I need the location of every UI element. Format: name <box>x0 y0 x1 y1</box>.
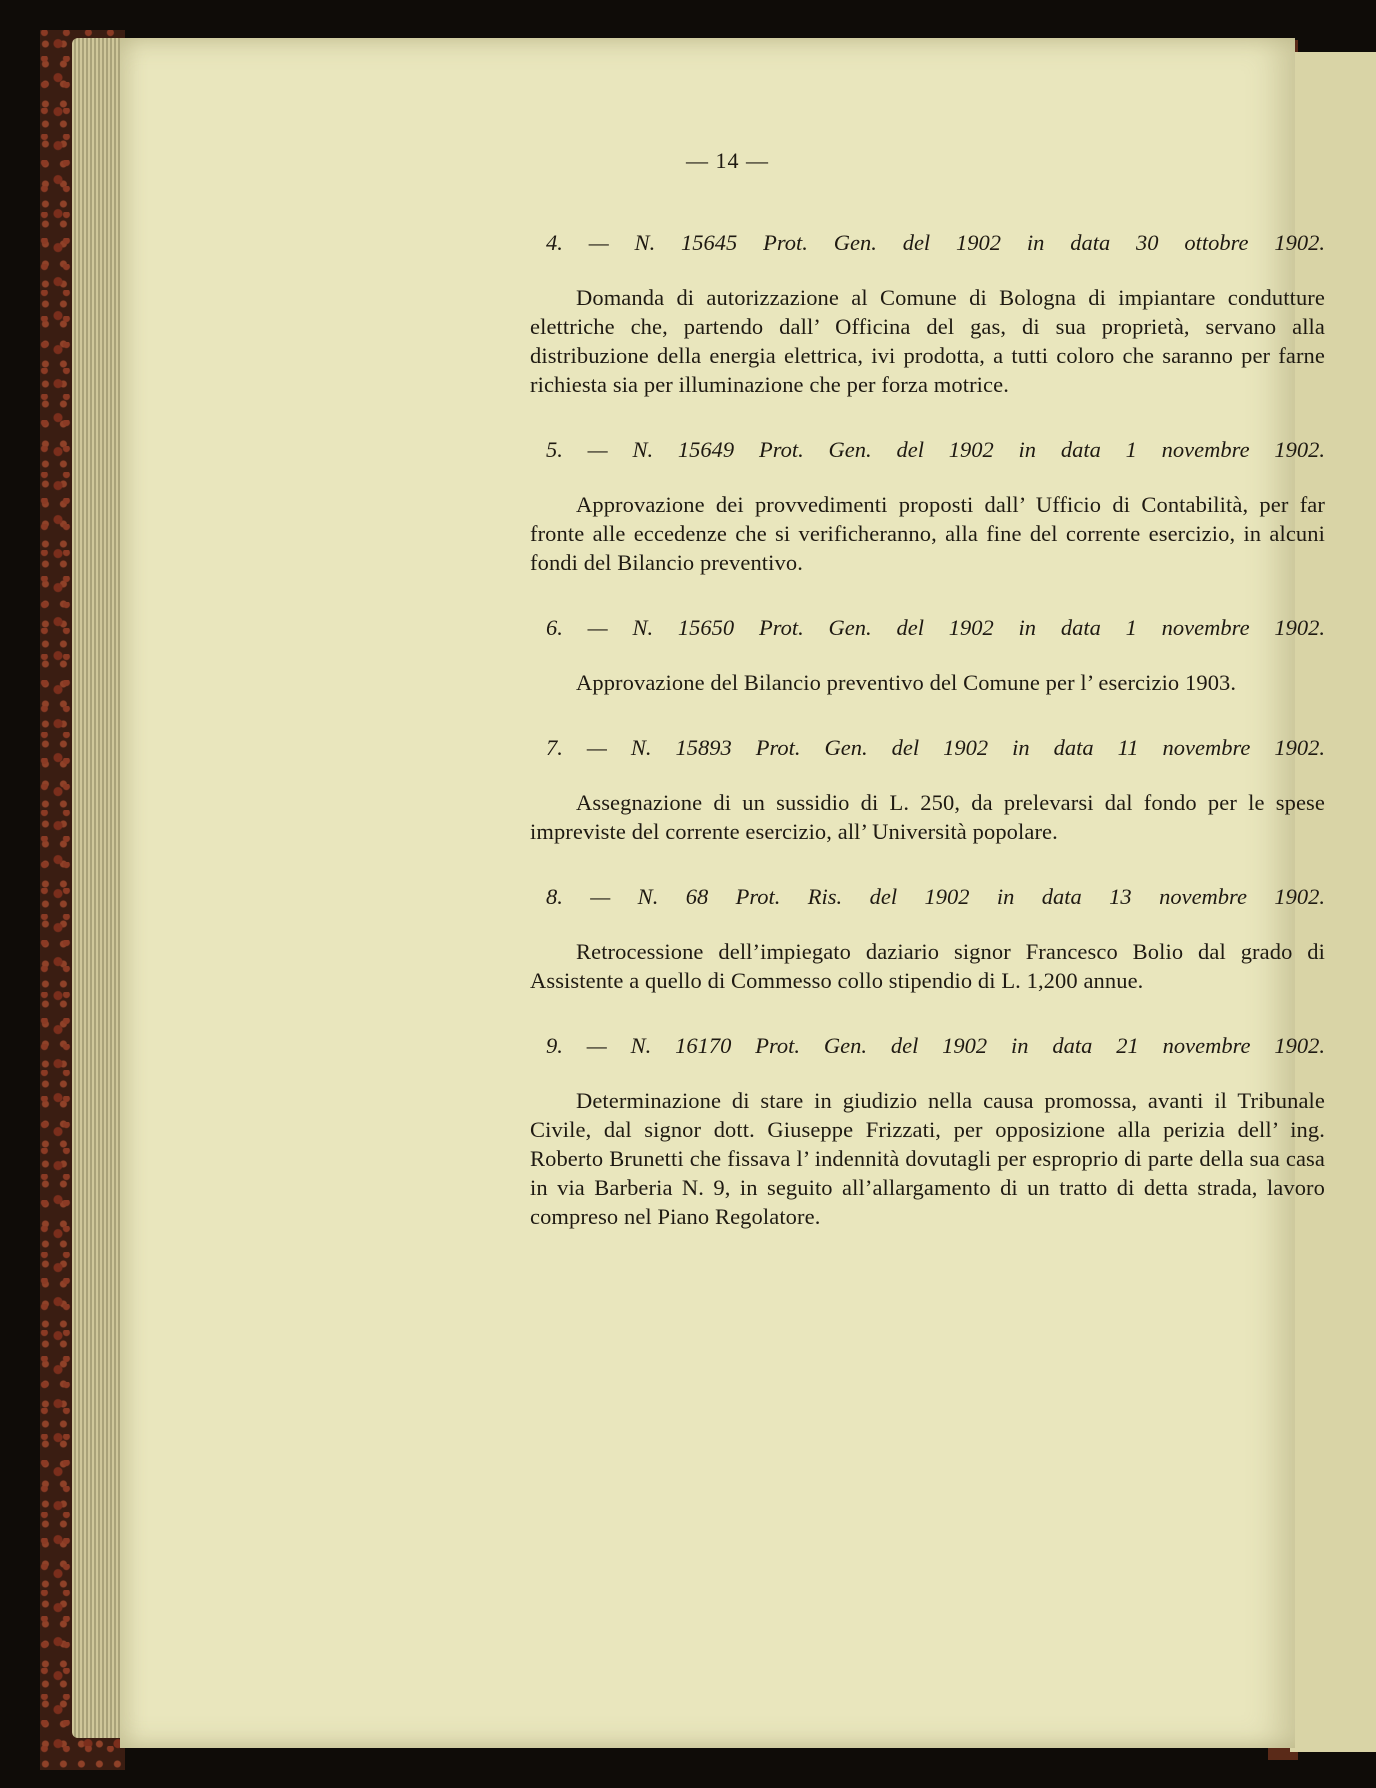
entry-body: Assegnazione di un sussidio di L. 250, da prelevarsi dal fondo per le spese impreviste del corrente esercizio, all’ Università popolare. <box>530 790 1325 844</box>
entry-5 <box>530 435 1325 577</box>
entry-4 <box>530 228 1325 399</box>
entry-9 <box>530 1031 1325 1231</box>
entry-body: Approvazione del Bilancio preventivo del Comune per l’ esercizio 1903. <box>576 670 1237 695</box>
entry-body: Approvazione dei provvedimenti proposti dall’ Ufficio di Contabilità, per far fronte alle eccedenze che si verificheranno, alla fine del corrente esercizio, in alcuni fondi del Bilancio preventivo. <box>530 492 1325 575</box>
entry-8 <box>530 882 1325 995</box>
entry-heading: 5. — N. 15649 Prot. Gen. del 1902 in data 1 novembre 1902. <box>546 437 1325 462</box>
entry-heading: 9. — N. 16170 Prot. Gen. del 1902 in data 21 novembre 1902. <box>546 1033 1325 1058</box>
entry-heading: 8. — N. 68 Prot. Ris. del 1902 in data 13 novembre 1902. <box>546 884 1325 909</box>
page-number: — 14 — <box>686 148 769 173</box>
entry-body: Retrocessione dell’impiegato daziario signor Francesco Bolio dal grado di Assistente a quello di Commesso collo stipendio di L. 1,200 annue. <box>530 939 1325 993</box>
entry-heading: 7. — N. 15893 Prot. Gen. del 1902 in data 11 novembre 1902. <box>546 735 1325 760</box>
entry-heading: 6. — N. 15650 Prot. Gen. del 1902 in data 1 novembre 1902. <box>546 615 1325 640</box>
entry-6 <box>530 613 1325 697</box>
entry-body: Domanda di autorizzazione al Comune di Bologna di impiantare condutture elettriche che, partendo dall’ Officina del gas, di sua proprietà, servano alla distribuzione della energia elettrica, ivi prodotta, a tutti coloro che saranno per farne richiesta sia per illuminazione che per forza motrice. <box>530 285 1325 397</box>
entry-7 <box>530 733 1325 846</box>
book-page <box>120 38 1325 1748</box>
entry-heading: 4. — N. 15645 Prot. Gen. del 1902 in data 30 ottobre 1902. <box>546 230 1325 255</box>
page-content <box>530 228 1325 1267</box>
entry-body: Determinazione di stare in giudizio nella causa promossa, avanti il Tribunale Civile, dal signor dott. Giuseppe Frizzati, per opposizione alla perizia dell’ ing. Roberto Brunetti che fissava l’ indennità dovutagli per esproprio di parte della sua casa in via Barberia N. 9, in seguito all’allargamento di un tratto di detta strada, lavoro compreso nel Piano Regolatore. <box>530 1088 1325 1229</box>
